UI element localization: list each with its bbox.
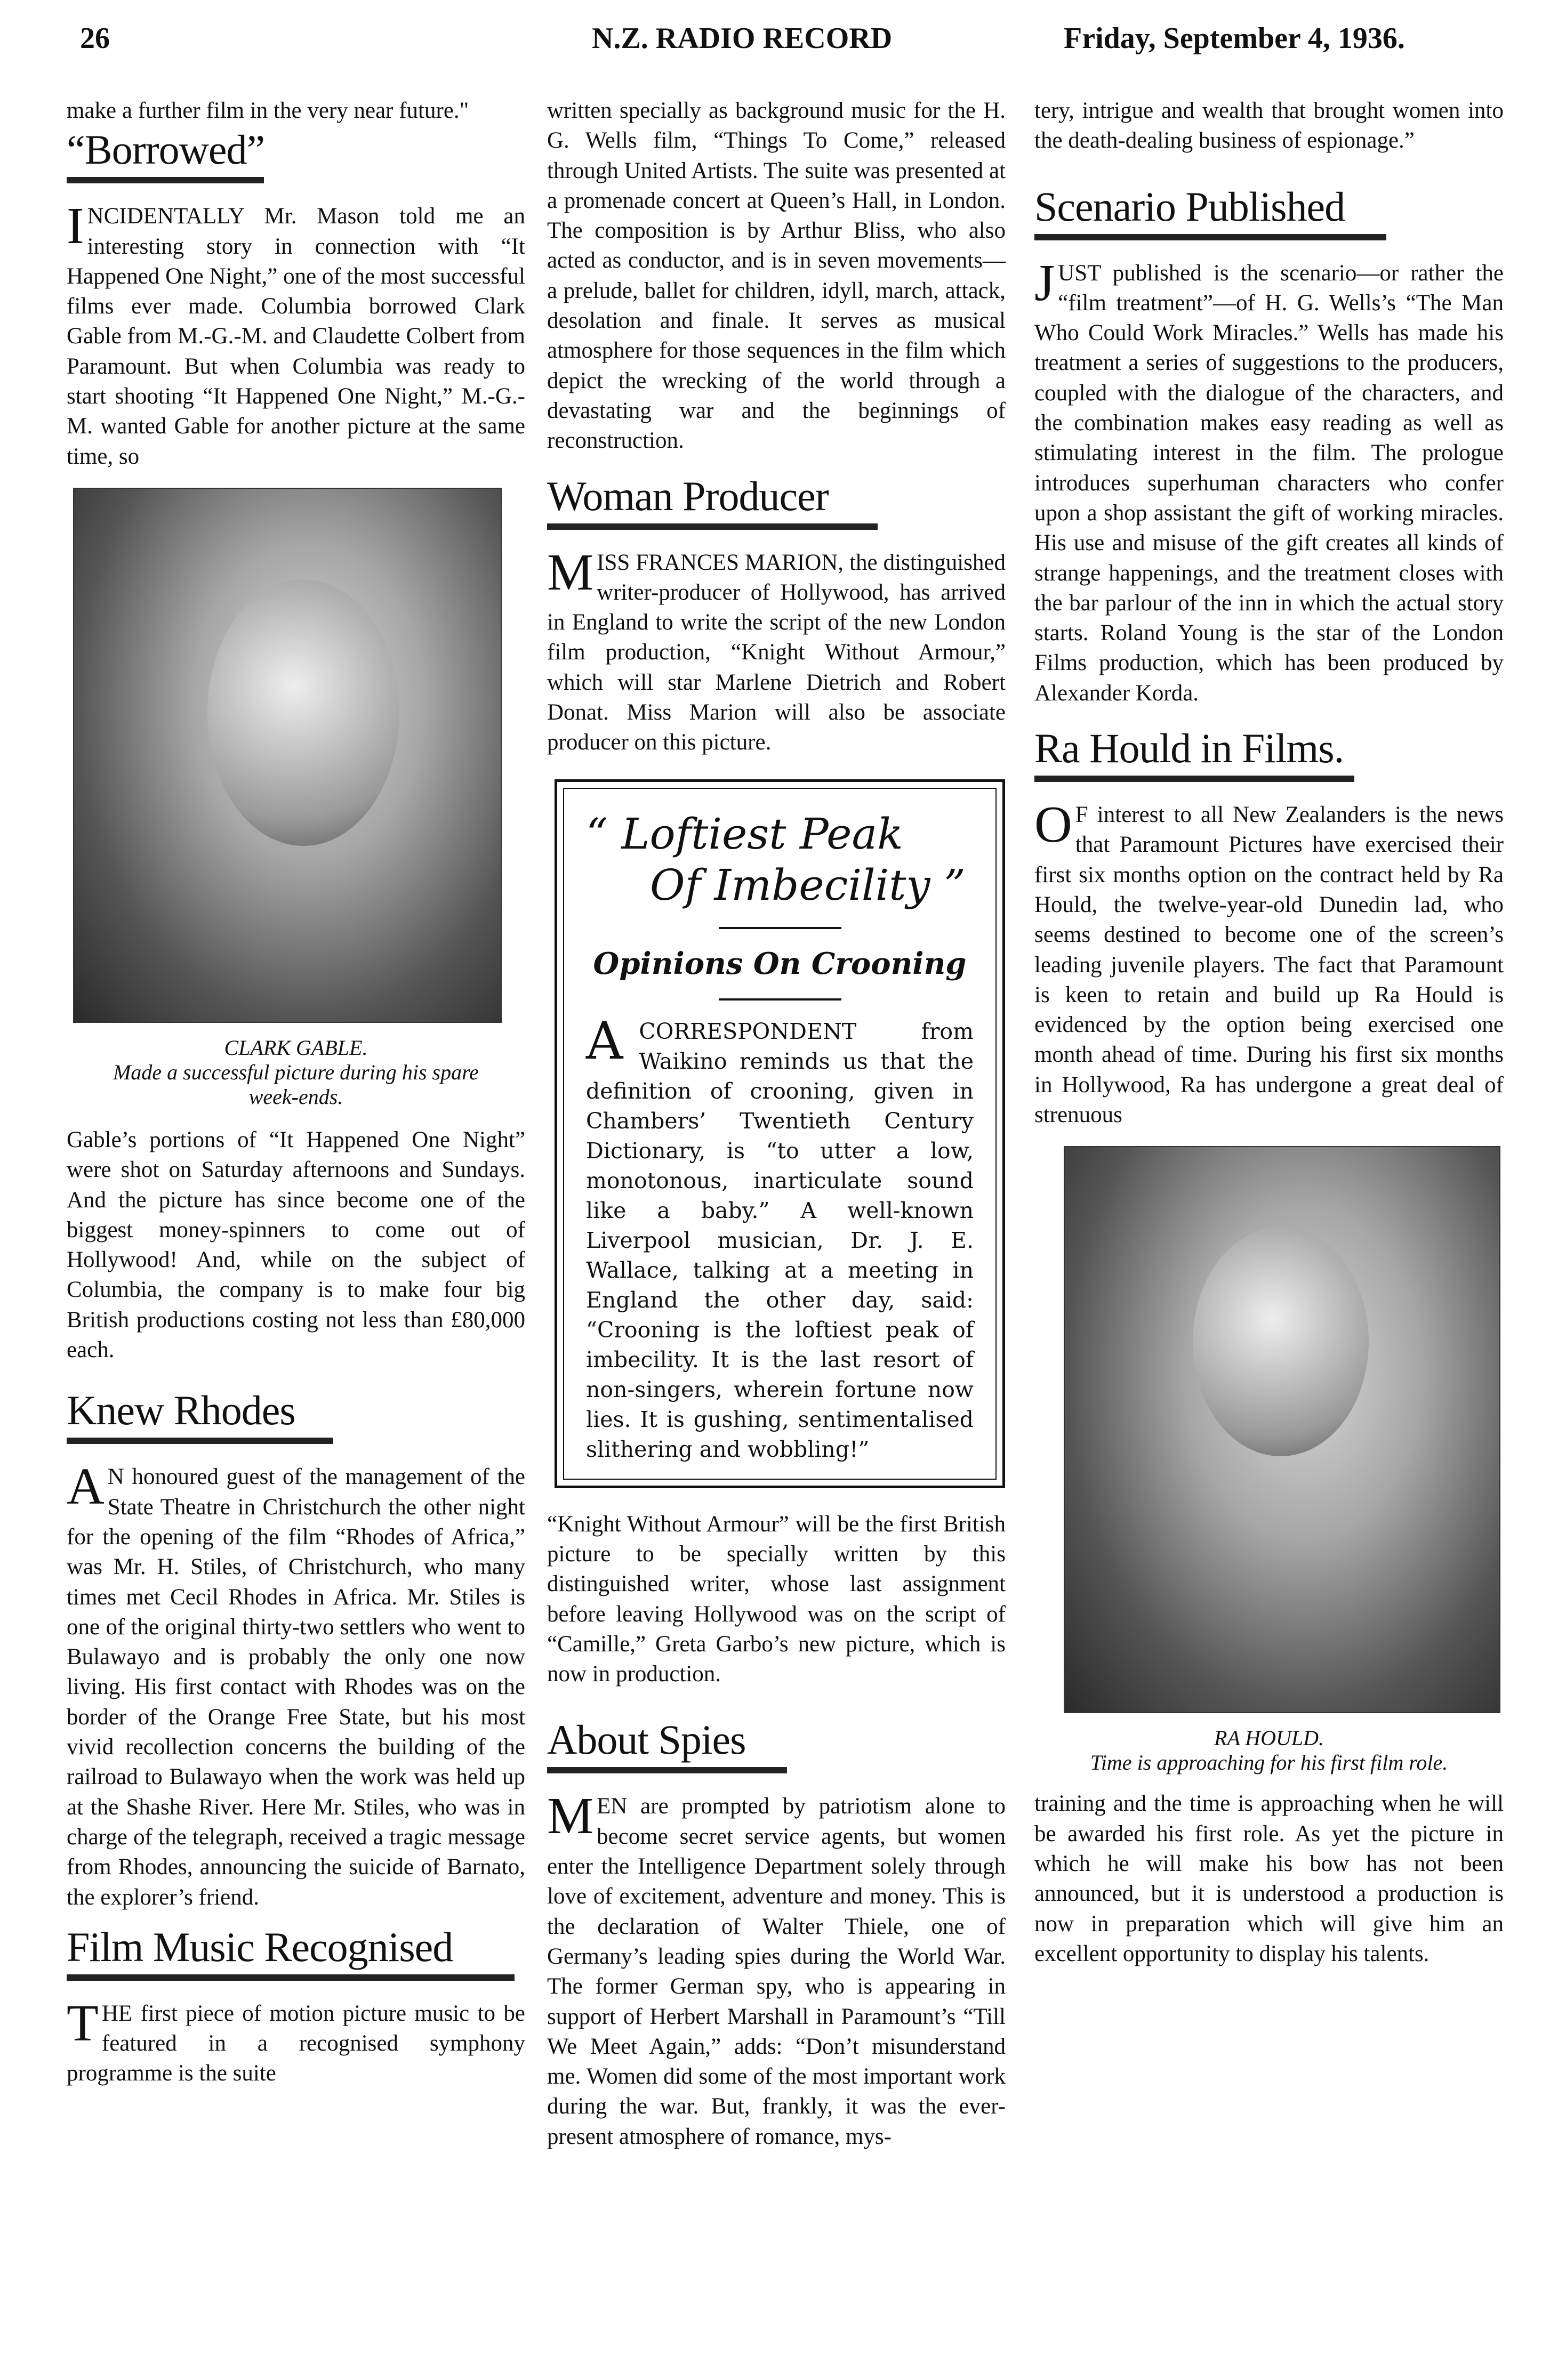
article-text: NCIDENTALLY Mr. Mason told me an interesting story in connection with “It Happened One Night,” one of the most successful films ever made. Columbia borrowed Clark Gable from M.-G.-M. and Claudette Colbert from Paramount. But when Columbia was ready to start shooting “It Happened One Night,” M.-G.-M. wanted Gable for another picture at the same time, so (67, 204, 525, 469)
heading-rule (547, 523, 878, 530)
photo-ra-hould (1064, 1146, 1500, 1713)
photo-caption-name: CLARK GABLE. (224, 1035, 368, 1060)
article-text: HE first piece of motion picture music to be featured in a recognised symphony programme is the suite (67, 2000, 525, 2086)
article-text: F interest to all New Zealanders is the news that Paramount Pictures have exercised their first six months option on the contract held by Ra Hould, the twelve-year-old Dunedin lad, who seems destined to become one of the screen’s leading juvenile players. The fact that Paramount is keen to retain and build up Ra Hould is evidenced by the option being exercised one month ahead of time. During his first six months in Hollywood, Ra has undergone a great deal of strenuous (1034, 802, 1504, 1128)
article-text: N honoured guest of the management of the State Theatre in Christchurch the other night for the opening of the film “Rhodes of Africa,” was Mr. H. Stiles, of Christchurch, who many times met Cecil Rhodes in Africa. Mr. Stiles is one of the original thirty-two settlers who went to Bulawayo and is probably the only one now living. His first contact with Rhodes was on the border of the Orange Free State, but his most vivid recollection concerns the building of the railroad to Bulawayo when the work was held up at the Shashe River. Here Mr. Stiles, who was in charge of the telegraph, received a tragic message from Rhodes, announcing the suicide of Barnato, the explorer’s friend. (67, 1464, 525, 1910)
article-film-music (67, 1994, 525, 2089)
heading-ra-hould: Ra Hould in Films. (1034, 725, 1344, 772)
heading-borrowed: “Borrowed” (67, 126, 265, 173)
heading-rule (547, 1767, 787, 1773)
article-text: UST published is the scenario—or rather the “film treatment”—of H. G. Wells’s “The Man Who Could Work Miracles.” Wells has made his treatment a series of suggestions to the producers, coupled with the dialogue of the characters, and the combination makes easy reading as well as stimulating interest in the film. The prologue introduces superhuman characters who confer upon a shop assistant the gift of working miracles. His use and misuse of the gift creates all kinds of strange happenings, and the treatment closes with the bar parlour of the inn in which the actual story starts. Roland Young is the star of the London Films production, which has been produced by Alexander Korda. (1034, 260, 1504, 706)
photo-caption-name: RA HOULD. (1214, 1726, 1324, 1750)
article-continuation: written specially as background music for the H. G. Wells film, “Things To Come,” released through United Artists. The suite was presented at a promenade concert at Queen’s Hall, in London. The composition is by Arthur Bliss, who also acted as conductor, and is in seven movements—a prelude, ballet for children, idyll, march, attack, desolation and finale. It serves as musical atmosphere for those sequences in the film which depict the wrecking of the world through a devastating war and the beginnings of reconstruction. (547, 98, 1006, 454)
box-title-line1: “ Loftiest Peak (586, 809, 903, 859)
heading-knew-rhodes: Knew Rhodes (67, 1387, 295, 1434)
photo-caption-text: Made a successful picture during his spare week-ends. (113, 1060, 479, 1109)
article-continuation: Gable’s portions of “It Happened One Night” were shot on Saturday afternoons and Sundays. And the picture has since become one of the biggest money-spinners to come out of Hollywood! And, while on the subject of Columbia, the company is to make four big British productions costing not less than £80,000 each. (67, 1127, 525, 1363)
box-rule (719, 998, 841, 1001)
heading-rule (1034, 234, 1386, 240)
column-3 (1034, 96, 1504, 1969)
column-1 (67, 96, 525, 2089)
article-continuation: training and the time is approaching when he will be awarded his first role. As yet the picture in which he will make his bow has not been announced, but it is understood a production is now in preparation which will give him an excellent opportunity to display his talents. (1034, 1791, 1504, 1966)
drop-cap: A (586, 1011, 623, 1071)
drop-cap: A (67, 1458, 105, 1516)
heading-film-music: Film Music Recognised (67, 1923, 453, 1970)
heading-rule (67, 1438, 333, 1444)
page-number: 26 (80, 22, 110, 55)
box-subtitle: Opinions On Crooning (593, 946, 967, 981)
heading-rule (1034, 776, 1354, 782)
drop-cap: O (1034, 796, 1072, 854)
heading-rule (67, 1974, 515, 1981)
article-woman-producer (547, 543, 1006, 758)
box-rule (719, 927, 841, 929)
drop-cap: T (67, 1994, 99, 2052)
issue-date: Friday, September 4, 1936. (1064, 22, 1405, 55)
article-knew-rhodes (67, 1458, 525, 1912)
drop-cap: M (547, 1787, 594, 1845)
article-about-spies (547, 1787, 1006, 2152)
article-continuation: “Knight Without Armour” will be the first British picture to be specially written by this distinguished writer, whose last assignment before leaving Hollywood was on the script of “Camille,” Greta Garbo’s new picture, which is now in production. (547, 1511, 1006, 1687)
box-title-line2: Of Imbecility ” (650, 860, 966, 910)
drop-cap: M (547, 543, 594, 601)
article-scenario (1034, 254, 1504, 708)
article-continuation: make a further film in the very near future." (67, 98, 469, 123)
photo-caption-text: Time is approaching for his first film role. (1090, 1750, 1448, 1775)
drop-cap: J (1034, 254, 1055, 312)
box-article (586, 1011, 974, 1464)
article-ra-hould (1034, 796, 1504, 1130)
article-text: EN are prompted by patriotism alone to become secret service agents, but women enter the Intelligence Department solely through love of excitement, adventure and money. This is the declaration of Walter Thiele, one of Germany’s leading spies during the World War. The former German spy, who is appearing in support of Herbert Marshall in Paramount’s “Till We Meet Again,” adds: “Don’t misunderstand me. Women did some of the most important work during the war. But, frankly, it was the ever-present atmosphere of romance, mys- (547, 1794, 1006, 2149)
column-2 (547, 96, 1006, 2152)
crooning-box (555, 779, 1005, 1488)
article-text: ISS FRANCES MARION, the distinguished writer-producer of Hollywood, has arrived in England to write the script of the new London film production, “Knight Without Armour,” which will star Marlene Dietrich and Robert Donat. Miss Marion will also be associate producer on this picture. (547, 550, 1006, 755)
article-borrowed (67, 197, 525, 472)
publication-title: N.Z. RADIO RECORD (592, 22, 893, 55)
photo-clark-gable (73, 488, 502, 1023)
heading-woman-producer: Woman Producer (547, 472, 829, 519)
heading-scenario-published: Scenario Published (1034, 183, 1345, 230)
article-text: CORRESPONDENT from Waikino reminds us that the definition of crooning, given in Chambers’ Twentieth Century Dictionary, is “to utter a low, monotonous, inarticulate sound like a baby.” A well-known Liverpool musician, Dr. J. E. Wallace, talking at a meeting in England the other day, said: “Crooning is the loftiest peak of imbecility. It is the last resort of non-singers, wherein fortune now lies. It is gushing, sentimentalised slithering and wobbling!” (586, 1018, 974, 1462)
heading-rule (67, 177, 264, 183)
article-continuation: tery, intrigue and wealth that brought women into the death-dealing business of espionage.” (1034, 98, 1504, 154)
heading-about-spies: About Spies (547, 1716, 746, 1763)
drop-cap: I (67, 197, 84, 255)
